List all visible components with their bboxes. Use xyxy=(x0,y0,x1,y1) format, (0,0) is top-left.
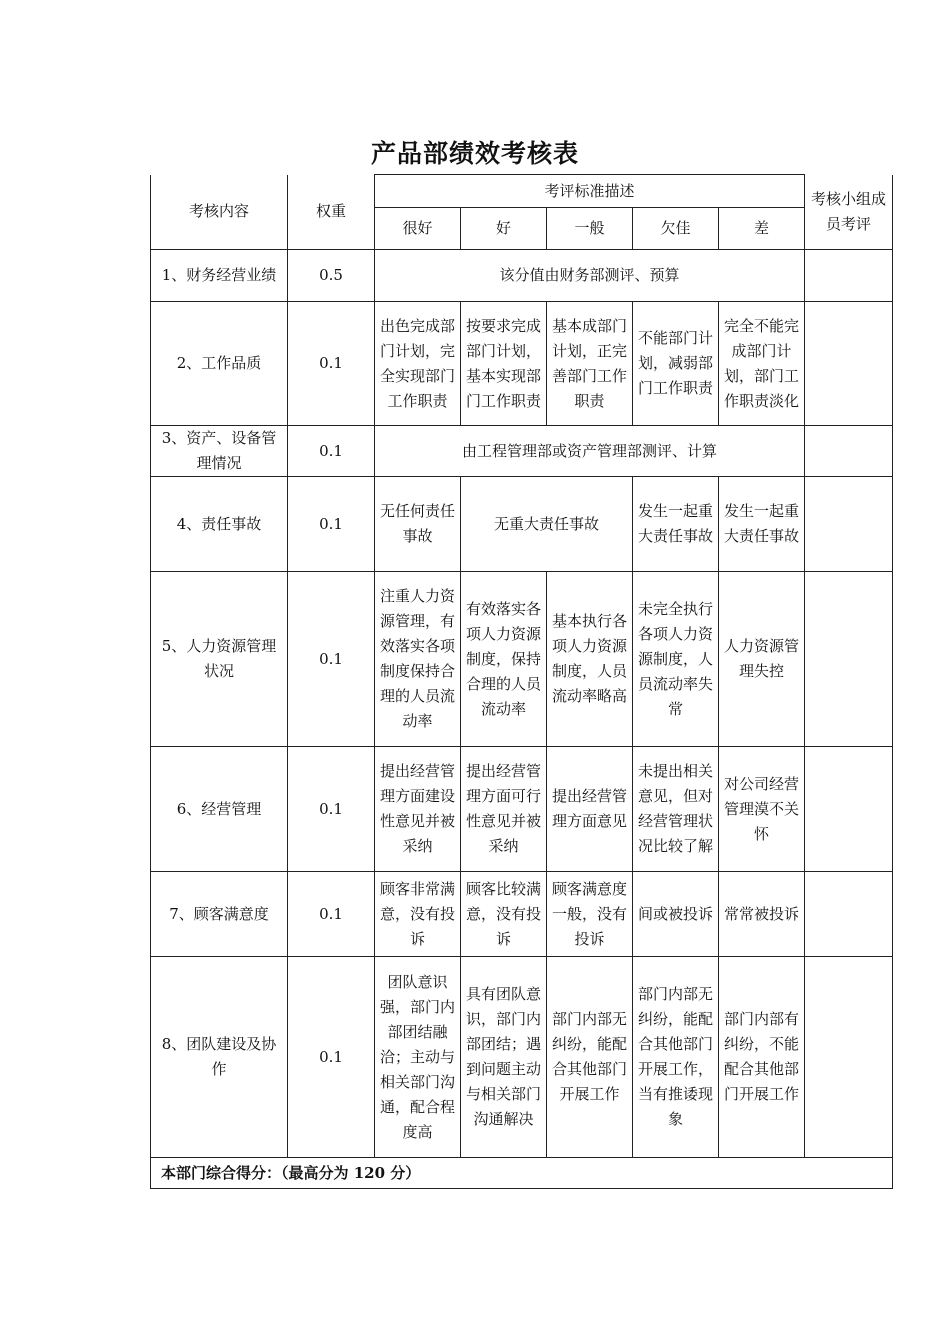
header-standard: 考评标准描述 xyxy=(375,175,805,208)
score-cell xyxy=(805,426,893,477)
merged-criteria: 该分值由财务部测评、预算 xyxy=(375,250,805,302)
item-label: 6、经营管理 xyxy=(151,747,288,872)
table-row xyxy=(151,426,893,477)
score-cell xyxy=(805,747,893,872)
criteria-average: 基本执行各项人力资源制度，人员流动率略高 xyxy=(547,572,633,747)
criteria-bad: 常常被投诉 xyxy=(719,872,805,957)
header-weight: 权重 xyxy=(288,175,375,250)
level-poor: 欠佳 xyxy=(633,208,719,250)
criteria-poor: 发生一起重大责任事故 xyxy=(633,477,719,572)
criteria-very-good: 团队意识强，部门内部团结融洽；主动与相关部门沟通，配合程度高 xyxy=(375,957,461,1158)
item-weight: 0.1 xyxy=(288,426,375,477)
total-score-label: 本部门综合得分：（最高分为 120 分） xyxy=(151,1158,893,1189)
header-content: 考核内容 xyxy=(151,175,288,250)
table-row xyxy=(151,302,893,426)
page-title: 产品部绩效考核表 xyxy=(370,139,579,168)
evaluation-table xyxy=(150,174,893,1189)
item-weight: 0.1 xyxy=(288,477,375,572)
criteria-bad: 对公司经营管理漠不关怀 xyxy=(719,747,805,872)
criteria-good: 顾客比较满意，没有投诉 xyxy=(461,872,547,957)
criteria-average: 顾客满意度一般，没有投诉 xyxy=(547,872,633,957)
criteria-bad: 发生一起重大责任事故 xyxy=(719,477,805,572)
table-row xyxy=(151,572,893,747)
score-cell xyxy=(805,302,893,426)
item-weight: 0.1 xyxy=(288,872,375,957)
table-row xyxy=(151,250,893,302)
criteria-very-good: 顾客非常满意，没有投诉 xyxy=(375,872,461,957)
score-cell xyxy=(805,477,893,572)
header-group-eval: 考核小组成员考评 xyxy=(805,175,893,250)
table-row xyxy=(151,957,893,1158)
criteria-good: 按要求完成部门计划，基本实现部门工作职责 xyxy=(461,302,547,426)
item-weight: 0.1 xyxy=(288,302,375,426)
item-weight: 0.5 xyxy=(288,250,375,302)
item-label: 3、资产、设备管理情况 xyxy=(151,426,288,477)
score-cell xyxy=(805,957,893,1158)
criteria-very-good: 提出经营管理方面建设性意见并被采纳 xyxy=(375,747,461,872)
item-label: 1、财务经营业绩 xyxy=(151,250,288,302)
table-footer-row xyxy=(151,1158,893,1189)
criteria-very-good: 注重人力资源管理，有效落实各项制度保持合理的人员流动率 xyxy=(375,572,461,747)
score-cell xyxy=(805,572,893,747)
item-label: 7、顾客满意度 xyxy=(151,872,288,957)
criteria-bad: 人力资源管理失控 xyxy=(719,572,805,747)
item-weight: 0.1 xyxy=(288,747,375,872)
criteria-good-average: 无重大责任事故 xyxy=(461,477,633,572)
criteria-poor: 部门内部无纠纷，能配合其他部门开展工作，当有推诿现象 xyxy=(633,957,719,1158)
item-label: 8、团队建设及协作 xyxy=(151,957,288,1158)
criteria-poor: 间或被投诉 xyxy=(633,872,719,957)
criteria-good: 具有团队意识，部门内部团结；遇到问题主动与相关部门沟通解决 xyxy=(461,957,547,1158)
table-row xyxy=(151,747,893,872)
criteria-poor: 未提出相关意见，但对经营管理状况比较了解 xyxy=(633,747,719,872)
item-weight: 0.1 xyxy=(288,957,375,1158)
item-label: 2、工作品质 xyxy=(151,302,288,426)
level-average: 一般 xyxy=(547,208,633,250)
criteria-bad: 部门内部有纠纷，不能配合其他部门开展工作 xyxy=(719,957,805,1158)
criteria-very-good: 出色完成部门计划，完全实现部门工作职责 xyxy=(375,302,461,426)
level-very-good: 很好 xyxy=(375,208,461,250)
criteria-good: 提出经营管理方面可行性意见并被采纳 xyxy=(461,747,547,872)
item-label: 4、责任事故 xyxy=(151,477,288,572)
level-bad: 差 xyxy=(719,208,805,250)
criteria-poor: 未完全执行各项人力资源制度，人员流动率失常 xyxy=(633,572,719,747)
criteria-average: 提出经营管理方面意见 xyxy=(547,747,633,872)
criteria-poor: 不能部门计划，减弱部门工作职责 xyxy=(633,302,719,426)
criteria-average: 部门内部无纠纷，能配合其他部门开展工作 xyxy=(547,957,633,1158)
criteria-average: 基本成部门计划，正完善部门工作职责 xyxy=(547,302,633,426)
item-weight: 0.1 xyxy=(288,572,375,747)
score-cell xyxy=(805,872,893,957)
merged-criteria: 由工程管理部或资产管理部测评、计算 xyxy=(375,426,805,477)
score-cell xyxy=(805,250,893,302)
level-good: 好 xyxy=(461,208,547,250)
table-row xyxy=(151,872,893,957)
criteria-bad: 完全不能完成部门计划，部门工作职责淡化 xyxy=(719,302,805,426)
criteria-good: 有效落实各项人力资源制度，保持合理的人员流动率 xyxy=(461,572,547,747)
item-label: 5、人力资源管理状况 xyxy=(151,572,288,747)
table-row xyxy=(151,477,893,572)
criteria-very-good: 无任何责任事故 xyxy=(375,477,461,572)
